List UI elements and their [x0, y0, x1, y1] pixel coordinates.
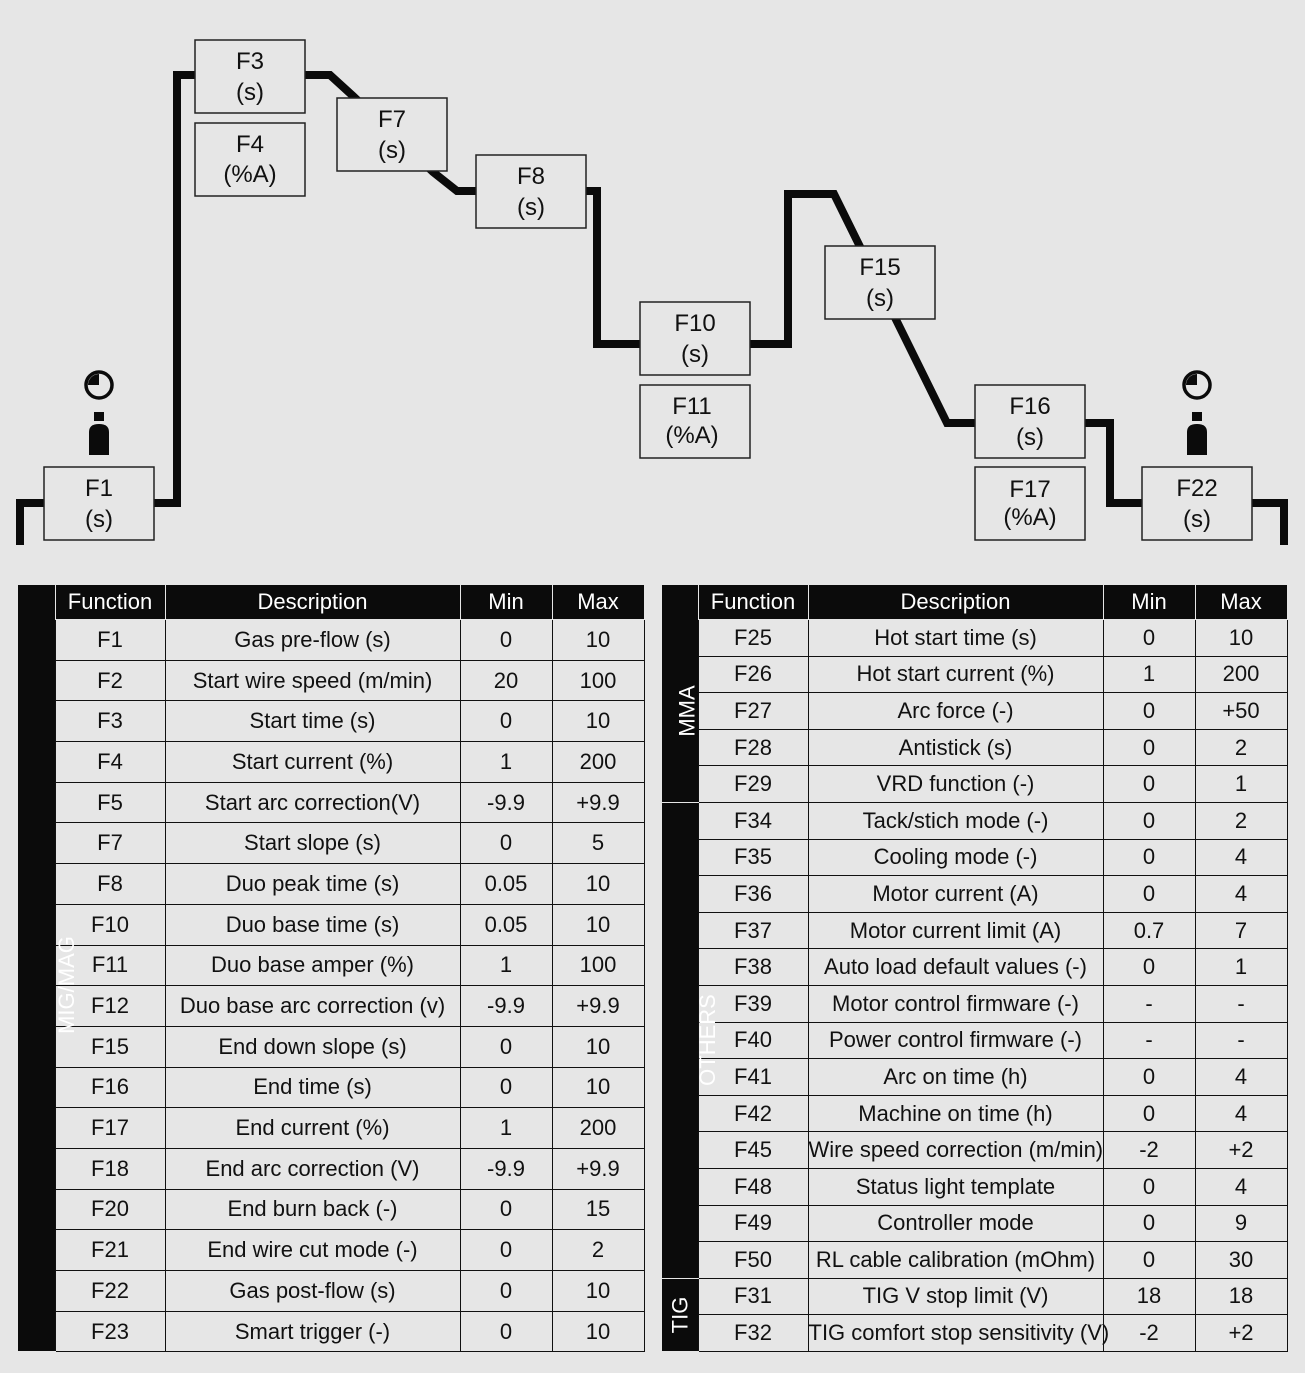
col-min: Min [460, 585, 552, 620]
cell-function: F27 [698, 693, 808, 730]
cell-function: F10 [55, 904, 165, 945]
table-row [662, 1059, 1287, 1096]
table-row [662, 1132, 1287, 1169]
cell-max: 100 [552, 660, 644, 701]
col-description: Description [808, 585, 1103, 620]
cell-min: 18 [1103, 1278, 1195, 1315]
cell-function: F31 [698, 1278, 808, 1315]
col-min: Min [1103, 585, 1195, 620]
cell-function: F32 [698, 1315, 808, 1352]
cell-max: 5 [552, 823, 644, 864]
cell-min: 0 [460, 1189, 552, 1230]
cell-max: +50 [1195, 693, 1287, 730]
cell-description: Motor control firmware (-) [808, 985, 1103, 1022]
cell-min: 0.7 [1103, 912, 1195, 949]
cell-min: - [1103, 985, 1195, 1022]
table-row [18, 945, 644, 986]
param-box-f16 [975, 385, 1085, 458]
group-label: MIG/MAG [53, 936, 79, 1035]
mma-others-tig-function-table [662, 585, 1288, 1352]
table-row [662, 1168, 1287, 1205]
cell-function: F21 [55, 1230, 165, 1271]
cell-description: TIG comfort stop sensitivity (V) [808, 1315, 1103, 1352]
cell-function: F49 [698, 1205, 808, 1242]
cell-max: 200 [1195, 656, 1287, 693]
cell-max: 4 [1195, 1095, 1287, 1132]
table-row [18, 782, 644, 823]
cell-description: Duo base amper (%) [165, 945, 460, 986]
param-unit: (s) [681, 341, 709, 368]
cell-min: 0 [1103, 1205, 1195, 1242]
cell-description: Status light template [808, 1168, 1103, 1205]
cell-min: -9.9 [460, 1148, 552, 1189]
table-row [18, 864, 644, 905]
group-label: OTHERS [694, 994, 720, 1087]
table-row [662, 802, 1287, 839]
cell-min: 0 [460, 1067, 552, 1108]
cell-function: F3 [55, 701, 165, 742]
cell-description: Smart trigger (-) [165, 1311, 460, 1352]
param-code: F4 [235, 131, 265, 158]
param-unit: (s) [236, 79, 264, 106]
cell-min: -2 [1103, 1315, 1195, 1352]
table-row [662, 985, 1287, 1022]
param-code: F22 [1176, 475, 1218, 502]
cell-min: 0 [1103, 729, 1195, 766]
cell-description: Gas pre-flow (s) [165, 620, 460, 661]
cell-description: End current (%) [165, 1108, 460, 1149]
cell-max: 2 [1195, 802, 1287, 839]
cell-max: 9 [1195, 1205, 1287, 1242]
cell-max: 200 [552, 1108, 644, 1149]
table-row [18, 1189, 644, 1230]
param-unit: (s) [866, 285, 894, 312]
cell-description: Duo peak time (s) [165, 864, 460, 905]
cell-function: F7 [55, 823, 165, 864]
cell-max: 10 [552, 864, 644, 905]
param-box-f15 [825, 246, 935, 319]
cell-function: F48 [698, 1168, 808, 1205]
param-code: F7 [377, 106, 407, 133]
cell-description: Start time (s) [165, 701, 460, 742]
param-box-f7 [337, 98, 447, 171]
cell-function: F2 [55, 660, 165, 701]
param-unit: (s) [378, 137, 406, 164]
cell-function: F45 [698, 1132, 808, 1169]
cell-description: TIG V stop limit (V) [808, 1278, 1103, 1315]
table-row [662, 656, 1287, 693]
cell-description: Auto load default values (-) [808, 949, 1103, 986]
welding-sequence-diagram [0, 0, 1305, 560]
cell-description: Cooling mode (-) [808, 839, 1103, 876]
table-row [18, 1067, 644, 1108]
cell-min: 0 [1103, 766, 1195, 803]
table-row [18, 620, 644, 661]
cell-description: Start current (%) [165, 742, 460, 783]
cell-function: F1 [55, 620, 165, 661]
cell-min: 0 [1103, 949, 1195, 986]
cell-function: F18 [55, 1148, 165, 1189]
cell-description: Controller mode [808, 1205, 1103, 1242]
param-unit: (%A) [1003, 504, 1057, 531]
cell-max: +9.9 [552, 782, 644, 823]
table-row [662, 1242, 1287, 1279]
cell-min: 0.05 [460, 904, 552, 945]
group-label: TIG [667, 1296, 693, 1334]
cell-min: -2 [1103, 1132, 1195, 1169]
col-max: Max [1195, 585, 1287, 620]
group-label-cell [18, 620, 79, 1352]
cell-description: Duo base arc correction (v) [165, 986, 460, 1027]
cell-description: End down slope (s) [165, 1026, 460, 1067]
cell-max: 10 [552, 1026, 644, 1067]
param-unit: (s) [1183, 506, 1211, 533]
cell-description: Motor current limit (A) [808, 912, 1103, 949]
cell-min: 0 [1103, 1242, 1195, 1279]
table-row [662, 766, 1287, 803]
mig-mag-function-table [18, 585, 645, 1352]
timer-icon [1184, 372, 1210, 398]
group-label: MMA [674, 685, 700, 737]
cell-function: F28 [698, 729, 808, 766]
table-row [18, 823, 644, 864]
col-max: Max [552, 585, 644, 620]
cell-max: 10 [552, 1311, 644, 1352]
cell-min: 0 [460, 1271, 552, 1312]
cell-max: 4 [1195, 1168, 1287, 1205]
cell-function: F41 [698, 1059, 808, 1096]
cell-description: Gas post-flow (s) [165, 1271, 460, 1312]
timer-icon [86, 372, 112, 398]
table-row [662, 1278, 1287, 1315]
param-box-f11 [640, 385, 750, 458]
cell-min: 0 [1103, 802, 1195, 839]
cell-description: End burn back (-) [165, 1189, 460, 1230]
cell-description: Tack/stich mode (-) [808, 802, 1103, 839]
cell-min: 0 [1103, 693, 1195, 730]
cell-max: 1 [1195, 766, 1287, 803]
cell-min: 0 [460, 701, 552, 742]
param-box-f3 [195, 40, 305, 113]
param-unit: (%A) [665, 422, 719, 449]
cell-description: End arc correction (V) [165, 1148, 460, 1189]
table-row [662, 876, 1287, 913]
gas-cylinder-icon [1187, 412, 1207, 455]
cell-function: F37 [698, 912, 808, 949]
cell-max: +2 [1195, 1315, 1287, 1352]
cell-description: Antistick (s) [808, 729, 1103, 766]
param-box-f10 [640, 302, 750, 375]
cell-max: 10 [552, 904, 644, 945]
cell-function: F17 [55, 1108, 165, 1149]
table-row [18, 1271, 644, 1312]
param-unit: (%A) [223, 161, 277, 188]
cell-max: 30 [1195, 1242, 1287, 1279]
header-corner [662, 585, 698, 620]
cell-description: Start slope (s) [165, 823, 460, 864]
param-box-f22 [1142, 467, 1252, 540]
table-header [18, 585, 644, 620]
cell-min: 1 [460, 945, 552, 986]
table-row [18, 1311, 644, 1352]
cell-min: 1 [460, 742, 552, 783]
cell-min: 0 [1103, 1095, 1195, 1132]
cell-function: F4 [55, 742, 165, 783]
cell-description: End time (s) [165, 1067, 460, 1108]
table-header [662, 585, 1287, 620]
cell-function: F5 [55, 782, 165, 823]
cell-description: Power control firmware (-) [808, 1022, 1103, 1059]
header-corner [18, 585, 55, 620]
cell-min: -9.9 [460, 986, 552, 1027]
table-row [18, 1148, 644, 1189]
cell-max: 4 [1195, 1059, 1287, 1096]
cell-max: +9.9 [552, 986, 644, 1027]
cell-function: F25 [698, 620, 808, 657]
cell-function: F15 [55, 1026, 165, 1067]
cell-function: F29 [698, 766, 808, 803]
param-code: F11 [672, 393, 712, 420]
table-row [662, 693, 1287, 730]
table-row [662, 839, 1287, 876]
cell-function: F40 [698, 1022, 808, 1059]
cell-min: 20 [460, 660, 552, 701]
cell-max: 15 [552, 1189, 644, 1230]
cell-function: F16 [55, 1067, 165, 1108]
cell-max: 7 [1195, 912, 1287, 949]
cell-max: 1 [1195, 949, 1287, 986]
cell-max: 100 [552, 945, 644, 986]
param-box-f1 [44, 467, 154, 540]
param-box-f17 [975, 467, 1085, 540]
param-unit: (s) [85, 506, 113, 533]
cell-max: 4 [1195, 876, 1287, 913]
cell-min: 1 [460, 1108, 552, 1149]
cell-max: 2 [552, 1230, 644, 1271]
gas-cylinder-icon [89, 412, 109, 455]
table-row [18, 742, 644, 783]
cell-function: F35 [698, 839, 808, 876]
cell-function: F22 [55, 1271, 165, 1312]
cell-min: 0 [1103, 839, 1195, 876]
group-label-cell [662, 620, 698, 803]
cell-max: 18 [1195, 1278, 1287, 1315]
table-row [662, 1095, 1287, 1132]
cell-min: - [1103, 1022, 1195, 1059]
cell-function: F39 [698, 985, 808, 1022]
cell-min: 0 [1103, 1168, 1195, 1205]
param-code: F10 [674, 310, 716, 337]
col-function: Function [698, 585, 808, 620]
cell-max: - [1195, 985, 1287, 1022]
cell-description: Wire speed correction (m/min) [808, 1132, 1103, 1169]
col-function: Function [55, 585, 165, 620]
table-row [18, 1230, 644, 1271]
cell-description: Arc force (-) [808, 693, 1103, 730]
cell-min: 1 [1103, 656, 1195, 693]
table-row [18, 701, 644, 742]
param-box-f8 [476, 155, 586, 228]
table-row [662, 912, 1287, 949]
cell-min: 0 [1103, 620, 1195, 657]
cell-function: F38 [698, 949, 808, 986]
table-row [18, 660, 644, 701]
cell-min: 0 [460, 620, 552, 661]
cell-max: 10 [1195, 620, 1287, 657]
cell-min: 0 [1103, 876, 1195, 913]
table-row [18, 1108, 644, 1149]
cell-min: 0 [460, 823, 552, 864]
cell-description: Arc on time (h) [808, 1059, 1103, 1096]
cell-description: Hot start time (s) [808, 620, 1103, 657]
cell-description: Start wire speed (m/min) [165, 660, 460, 701]
cell-description: Start arc correction(V) [165, 782, 460, 823]
cell-description: Motor current (A) [808, 876, 1103, 913]
param-unit: (s) [1016, 424, 1044, 451]
cell-max: 10 [552, 1067, 644, 1108]
group-label-cell [662, 1278, 698, 1351]
table-row [662, 620, 1287, 657]
col-description: Description [165, 585, 460, 620]
param-code: F16 [1009, 393, 1051, 420]
cell-max: - [1195, 1022, 1287, 1059]
table-row [18, 986, 644, 1027]
cell-min: 0 [460, 1311, 552, 1352]
cell-function: F23 [55, 1311, 165, 1352]
cell-function: F42 [698, 1095, 808, 1132]
cell-function: F20 [55, 1189, 165, 1230]
cell-function: F34 [698, 802, 808, 839]
cell-max: 10 [552, 1271, 644, 1312]
cell-description: Hot start current (%) [808, 656, 1103, 693]
table-row [18, 1026, 644, 1067]
group-label-cell [662, 802, 720, 1278]
param-code: F3 [235, 48, 265, 75]
cell-max: 2 [1195, 729, 1287, 766]
param-box-f4 [195, 123, 305, 196]
cell-description: VRD function (-) [808, 766, 1103, 803]
cell-min: 0 [460, 1230, 552, 1271]
cell-max: 4 [1195, 839, 1287, 876]
param-code: F15 [859, 254, 901, 281]
cell-description: End wire cut mode (-) [165, 1230, 460, 1271]
cell-max: 10 [552, 620, 644, 661]
cell-description: Duo base time (s) [165, 904, 460, 945]
cell-function: F12 [55, 986, 165, 1027]
table-row [662, 1205, 1287, 1242]
param-code: F1 [84, 475, 114, 502]
cell-max: 10 [552, 701, 644, 742]
cell-function: F8 [55, 864, 165, 905]
cell-min: 0 [1103, 1059, 1195, 1096]
cell-description: Machine on time (h) [808, 1095, 1103, 1132]
table-row [662, 1315, 1287, 1352]
param-unit: (s) [517, 194, 545, 221]
cell-min: -9.9 [460, 782, 552, 823]
table-row [18, 904, 644, 945]
table-row [662, 1022, 1287, 1059]
cell-function: F26 [698, 656, 808, 693]
table-row [662, 729, 1287, 766]
cell-min: 0.05 [460, 864, 552, 905]
cell-description: RL cable calibration (mOhm) [808, 1242, 1103, 1279]
cell-function: F11 [55, 945, 165, 986]
cell-function: F50 [698, 1242, 808, 1279]
cell-max: 200 [552, 742, 644, 783]
param-code: F17 [1009, 476, 1051, 503]
table-row [662, 949, 1287, 986]
cell-min: 0 [460, 1026, 552, 1067]
cell-max: +2 [1195, 1132, 1287, 1169]
param-code: F8 [516, 163, 546, 190]
cell-function: F36 [698, 876, 808, 913]
cell-max: +9.9 [552, 1148, 644, 1189]
